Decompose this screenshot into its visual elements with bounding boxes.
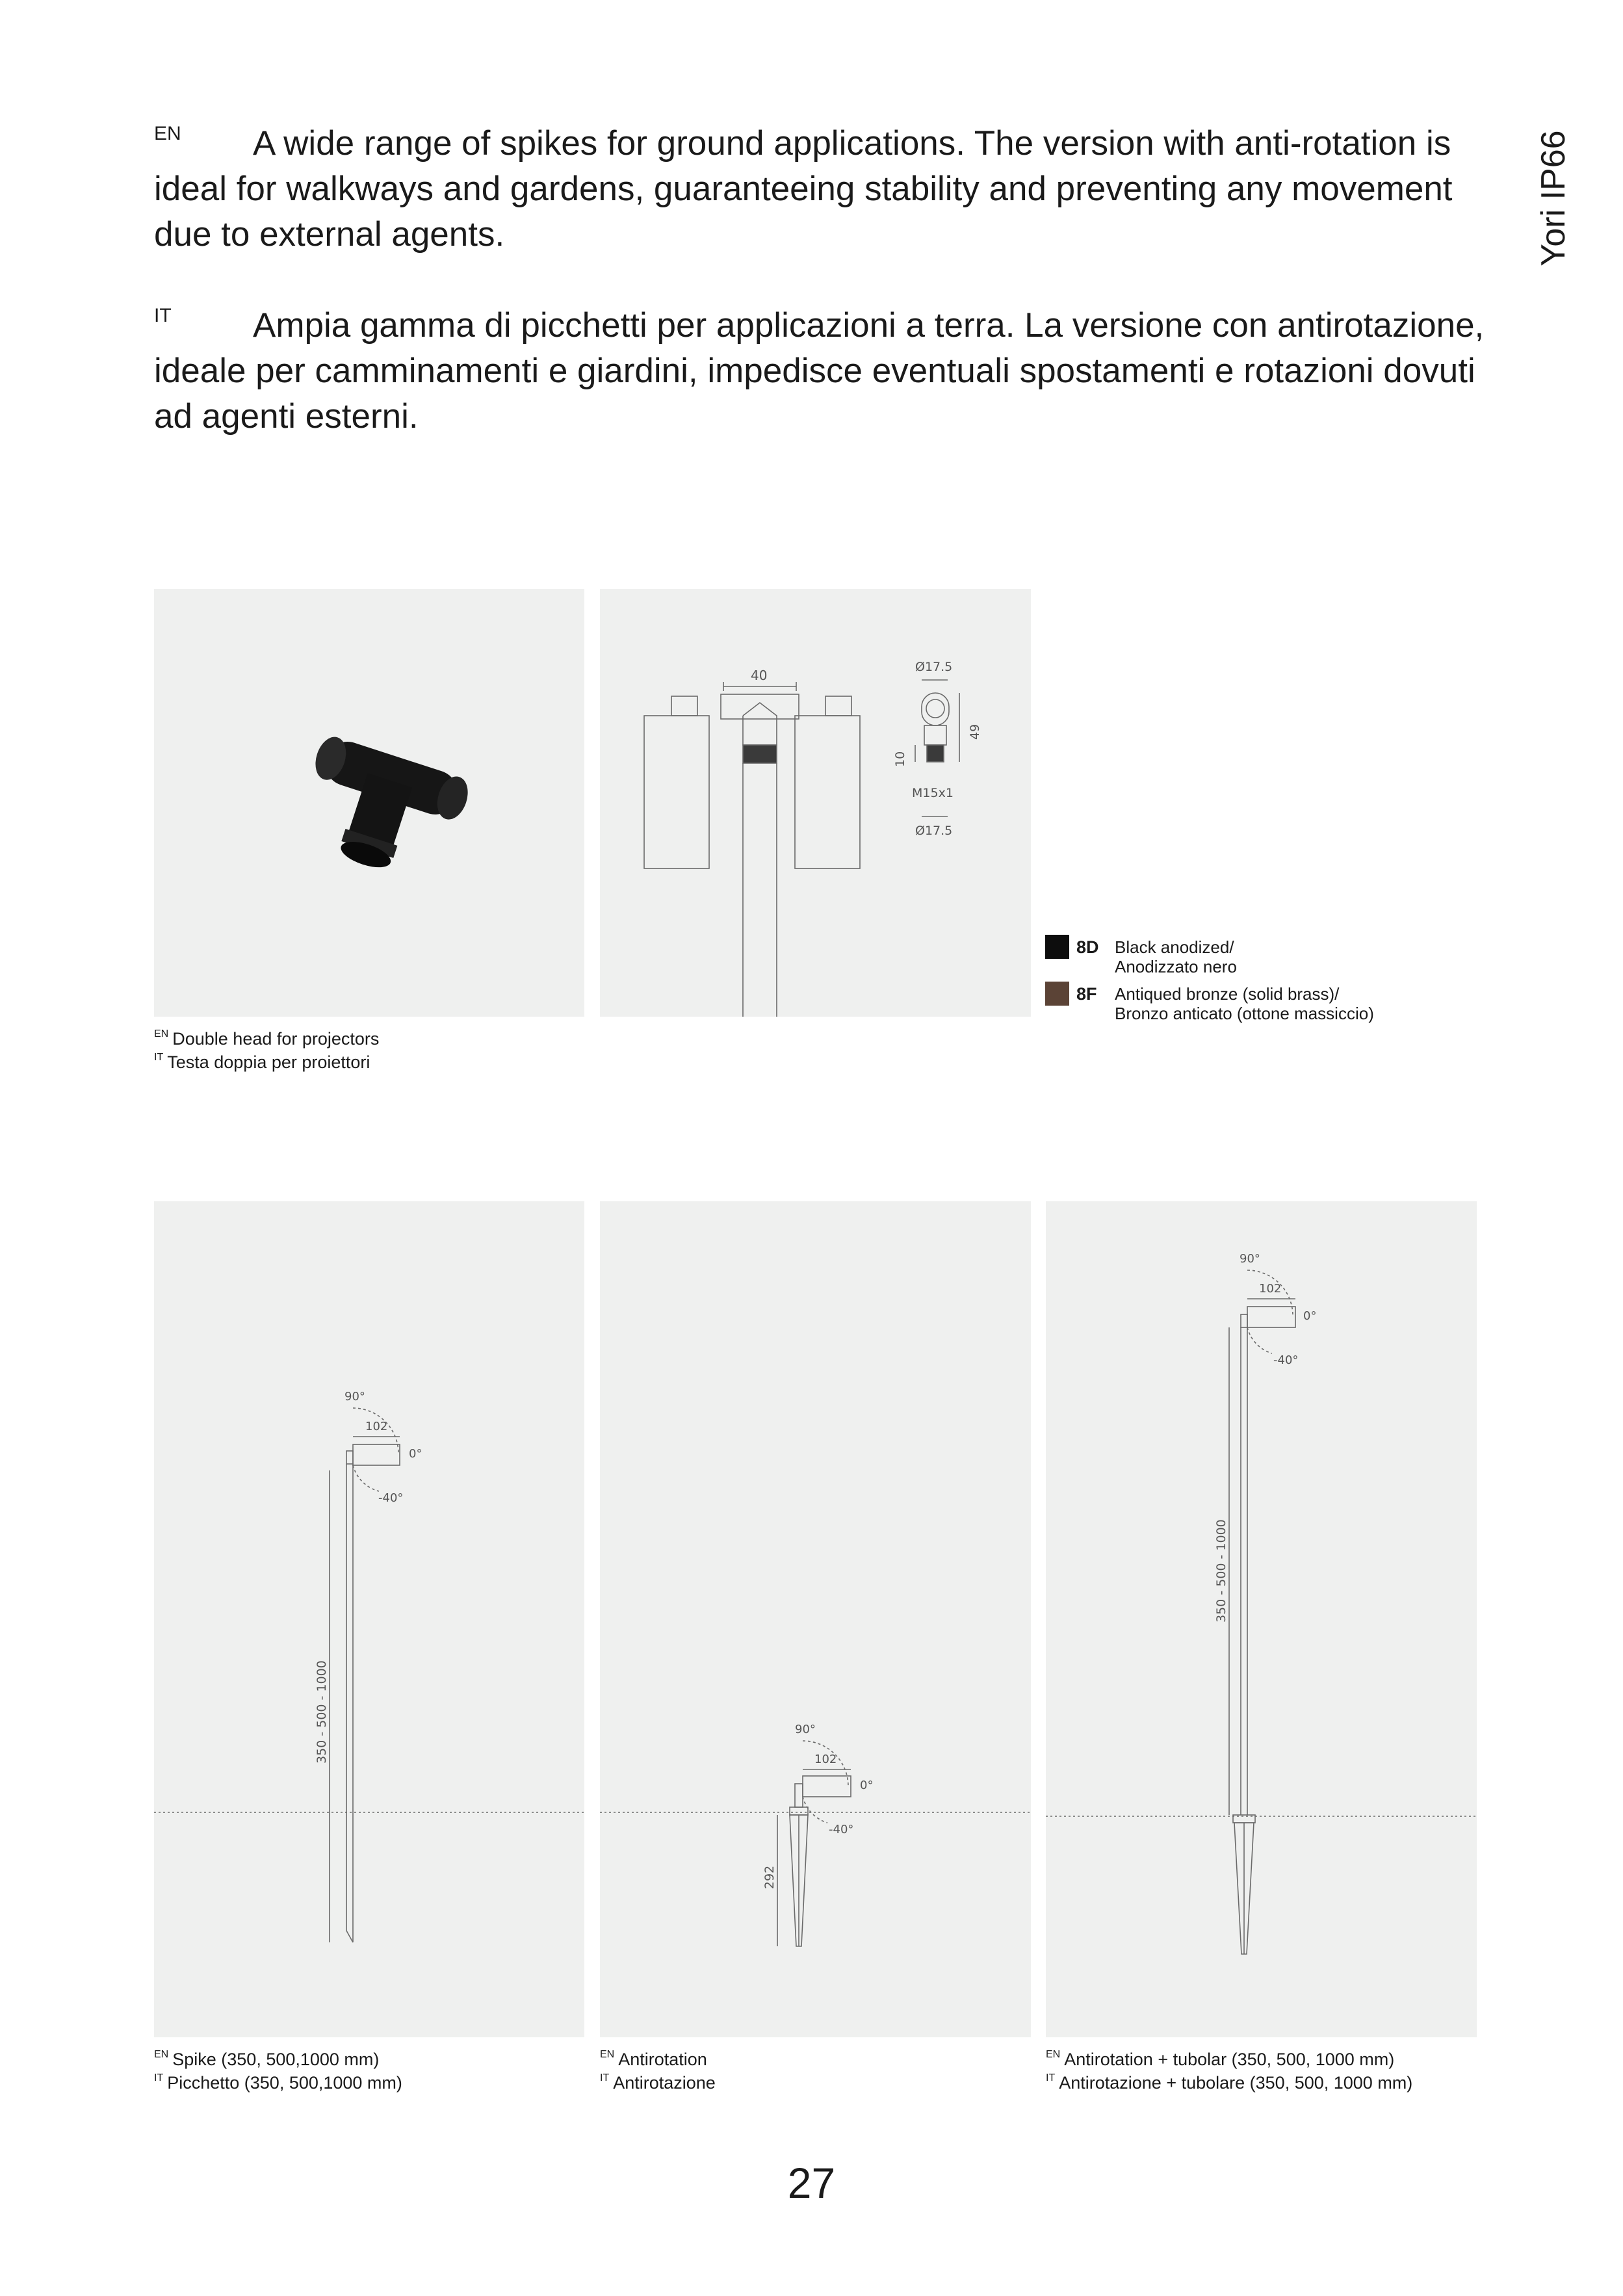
intro-en: [154, 121, 1493, 257]
intro-it-text: Ampia gamma di picchetti per applicazioni a terra. La versione con antirotazione, ideale per camminamenti e giardini, impedisce eventuali spostamenti e rotazioni dovuti ad agenti esterni.: [154, 306, 1485, 436]
lang-tag: IT: [600, 2072, 610, 2083]
caption-it: Antirotazione + tubolare (350, 500, 1000 mm): [1059, 2073, 1413, 2093]
angle-zero: 0°: [860, 1779, 874, 1792]
antirotation-tubolar-panel: [1046, 1201, 1477, 2037]
finish-line2: Anodizzato nero: [1115, 957, 1237, 976]
angle-arc-down: [353, 1465, 379, 1491]
finish-line2: Bronzo anticato (ottone massiccio): [1115, 1004, 1374, 1023]
side-view-hole: [926, 699, 944, 718]
angle-zero: 0°: [409, 1447, 422, 1461]
caption-it: Picchetto (350, 500,1000 mm): [167, 2073, 402, 2093]
bracket: [795, 1784, 803, 1807]
finish-code: 8F: [1076, 984, 1097, 1004]
lang-tag: EN: [154, 1028, 169, 1039]
dim-width-label: 40: [751, 668, 768, 683]
bracket: [346, 1451, 353, 1464]
antirotation-collar: [790, 1807, 808, 1815]
double-head-photo: [154, 589, 584, 1017]
double-head-drawing: [600, 589, 1031, 1017]
angle-down: -40°: [829, 1823, 854, 1836]
tee-stem-outline: [743, 703, 777, 745]
side-title-text: Yori IP66: [1535, 130, 1572, 267]
caption-antirotation: [600, 2048, 716, 2094]
intro-en-text: A wide range of spikes for ground applications. The version with anti-rotation is ideal for walkways and gardens, guaranteeing stability and preventing any movement due to external agents.: [154, 124, 1453, 254]
antirotation-panel: [600, 1201, 1031, 2037]
dim-thread-len-label: 10: [893, 751, 907, 767]
angle-up: 90°: [1240, 1252, 1260, 1266]
angle-arc-down: [803, 1797, 827, 1823]
angle-up: 90°: [344, 1390, 365, 1403]
page-number: 27: [787, 2159, 836, 2207]
dim-thread-label: M15x1: [912, 786, 954, 800]
proj-width: 102: [814, 1753, 837, 1766]
angle-down: -40°: [1273, 1353, 1299, 1367]
caption-en: Spike (350, 500,1000 mm): [172, 2050, 380, 2069]
left-projector: [644, 716, 709, 868]
tubolar-length-label: 350 - 500 - 1000: [1214, 1519, 1228, 1623]
finish-desc: [1115, 984, 1440, 1023]
projector-body: [1247, 1307, 1295, 1327]
caption-spike: [154, 2048, 402, 2094]
dim-diameter-bottom: Ø17.5: [915, 824, 953, 838]
lang-tag: EN: [600, 2049, 615, 2060]
finish-line1: Antiqued bronze (solid brass)/: [1115, 984, 1340, 1004]
lang-tag-it: IT: [154, 305, 172, 326]
finish-swatch-black: [1045, 935, 1069, 959]
angle-up: 90°: [795, 1723, 816, 1736]
angle-down: -40°: [378, 1491, 404, 1505]
spike-drawing: [154, 1201, 584, 2037]
lang-tag: IT: [154, 2072, 164, 2083]
tee-body: [721, 694, 799, 719]
bracket: [1241, 1314, 1247, 1327]
technical-drawing-panel: [600, 589, 1031, 1017]
finish-item: [1045, 933, 1500, 979]
lang-tag: IT: [1046, 2072, 1056, 2083]
antirotation-tubolar-drawing: [1046, 1201, 1477, 2037]
finish-line1: Black anodized/: [1115, 937, 1234, 957]
side-view-thread: [927, 745, 944, 762]
caption-it: Antirotazione: [613, 2073, 716, 2093]
finish-swatch-bronze: [1045, 982, 1069, 1006]
right-projector: [795, 716, 860, 868]
finish-code: 8D: [1076, 937, 1099, 957]
caption-double-head: [154, 1027, 379, 1074]
angle-zero: 0°: [1303, 1309, 1317, 1323]
projector-body: [803, 1776, 851, 1797]
lang-tag-en: EN: [154, 123, 181, 144]
caption-en: Antirotation: [618, 2050, 707, 2069]
caption-it: Testa doppia per proiettori: [167, 1052, 370, 1072]
lang-tag: IT: [154, 1052, 164, 1063]
dim-height-label: 49: [968, 724, 982, 740]
finish-desc: [1115, 937, 1440, 976]
spike-tip: [346, 1931, 353, 1942]
left-collar: [671, 696, 697, 716]
caption-en: Antirotation + tubolar (350, 500, 1000 mm): [1064, 2050, 1395, 2069]
antirotation-drawing: [600, 1201, 1031, 2037]
proj-width: 102: [1259, 1282, 1282, 1296]
dim-diameter-top: Ø17.5: [915, 660, 953, 674]
antirotation-length-label: 292: [762, 1865, 777, 1889]
caption-antirotation-tubolar: [1046, 2048, 1412, 2094]
spike-length-label: 350 - 500 - 1000: [315, 1660, 329, 1764]
side-view-neck: [924, 725, 946, 745]
finish-item: [1045, 980, 1500, 1026]
side-title: [1527, 127, 1579, 270]
projector-body: [353, 1444, 400, 1465]
right-collar: [825, 696, 851, 716]
lang-tag: EN: [1046, 2049, 1061, 2060]
product-photo-panel: [154, 589, 584, 1017]
angle-arc-down: [1247, 1327, 1272, 1353]
caption-en: Double head for projectors: [172, 1029, 380, 1049]
intro-it: [154, 303, 1493, 439]
stem-thread: [743, 745, 777, 763]
spike-panel: [154, 1201, 584, 2037]
proj-width: 102: [365, 1420, 388, 1433]
lang-tag: EN: [154, 2049, 169, 2060]
